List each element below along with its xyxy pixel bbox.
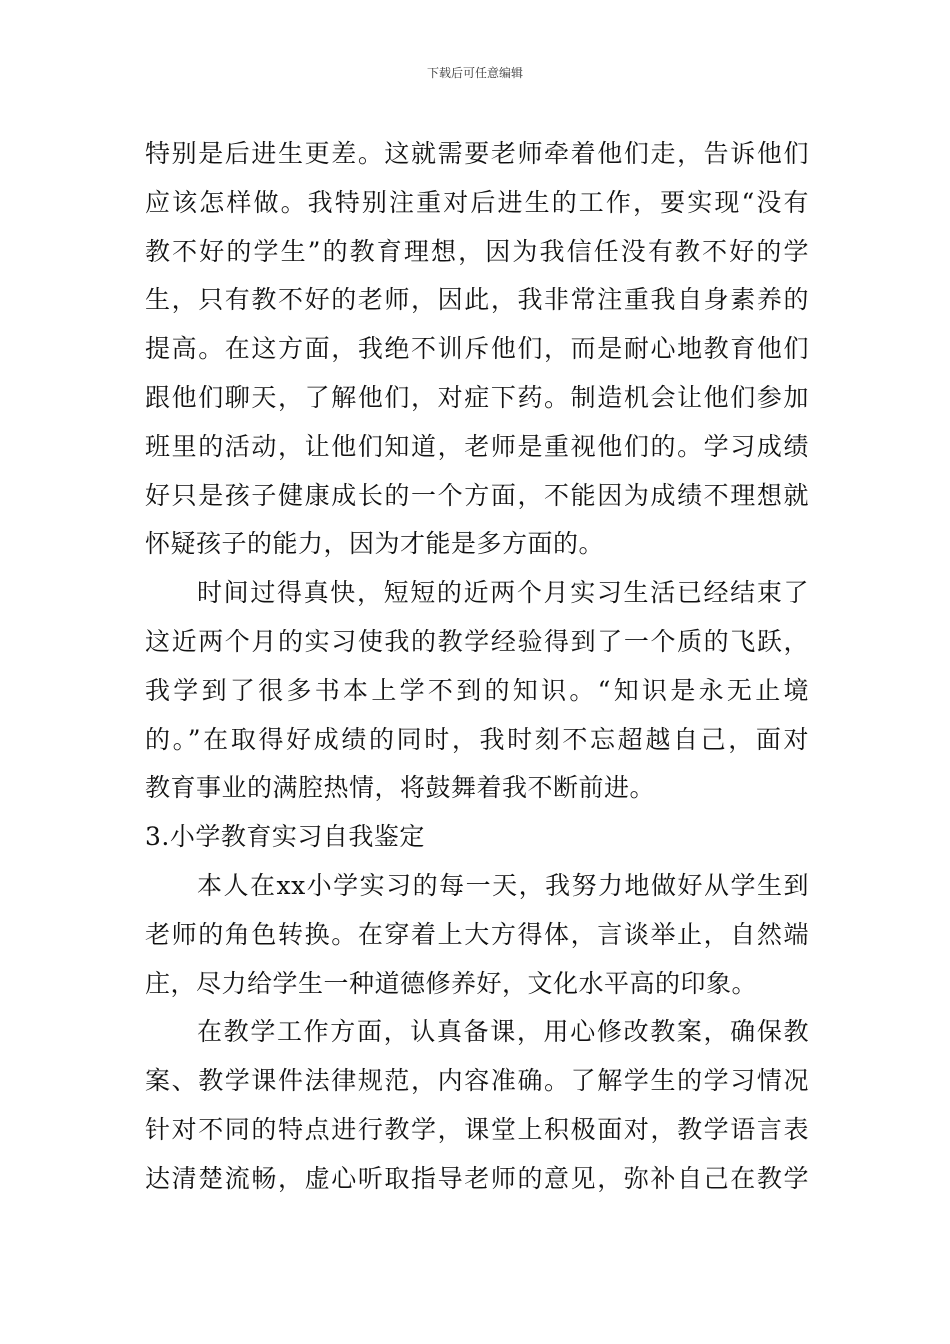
text-line: 达清楚流畅，虚心听取指导老师的意见，弥补自己在教学 — [145, 1163, 809, 1193]
text-line: 特别是后进生更差。这就需要老师牵着他们走，告诉他们 — [145, 139, 809, 168]
text-line: 怀疑孩子的能力，因为才能是多方面的。 — [145, 529, 605, 559]
text-line: 提高。在这方面，我绝不训斥他们，而是耐心地教育他们 — [145, 334, 809, 364]
text-line: 老师的角色转换。在穿着上大方得体，言谈举止，自然端 — [145, 919, 809, 949]
paragraph-start-line: 在教学工作方面，认真备课，用心修改教案，确保教 — [197, 1017, 809, 1047]
paragraph-start-line: 时间过得真快，短短的近两个月实习生活已经结束了 — [197, 578, 809, 608]
text-line: 跟他们聊天，了解他们，对症下药。制造机会让他们参加 — [145, 382, 809, 412]
text-line: 应该怎样做。我特别注重对后进生的工作，要实现“没有 — [145, 187, 809, 217]
text-line: 教不好的学生”的教育理想，因为我信任没有教不好的学 — [145, 236, 809, 266]
text-line: 教育事业的满腔热情，将鼓舞着我不断前进。 — [145, 773, 656, 803]
text-line: 针对不同的特点进行教学，课堂上积极面对，教学语言表 — [145, 1114, 809, 1144]
text-line: 案、教学课件法律规范，内容准确。了解学生的学习情况 — [145, 1066, 809, 1096]
text-line: 的。”在取得好成绩的同时，我时刻不忘超越自己，面对 — [145, 724, 809, 754]
section-heading: 3.小学教育实习自我鉴定 — [145, 822, 425, 852]
page-header: 下载后可任意编辑 — [426, 66, 523, 80]
text-line: 生，只有教不好的老师，因此，我非常注重我自身素养的 — [145, 285, 809, 315]
text-line: 好只是孩子健康成长的一个方面，不能因为成绩不理想就 — [145, 480, 809, 510]
text-line: 班里的活动，让他们知道，老师是重视他们的。学习成绩 — [145, 431, 809, 461]
document-body — [145, 130, 809, 1204]
text-line: 这近两个月的实习使我的教学经验得到了一个质的飞跃， — [145, 626, 809, 656]
paragraph-start-line: 本人在xx小学实习的每一天，我努力地做好从学生到 — [197, 870, 809, 900]
text-line: 我学到了很多书本上学不到的知识。“知识是永无止境 — [145, 675, 809, 705]
text-line: 庄，尽力给学生一种道德修养好，文化水平高的印象。 — [145, 968, 758, 998]
